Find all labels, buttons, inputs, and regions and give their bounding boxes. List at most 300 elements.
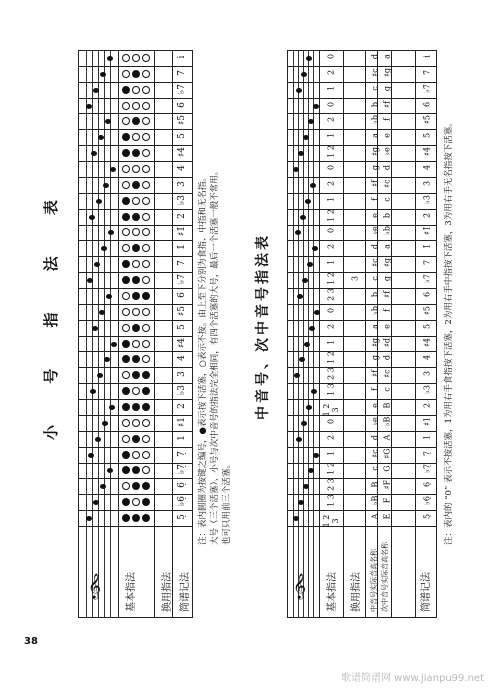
cell-divider (78, 209, 193, 210)
alto-pitch-cell: d (370, 244, 380, 250)
note-head (304, 342, 310, 347)
note-head (314, 310, 320, 315)
cell-divider (78, 494, 193, 495)
jianpu-cell: 5 (422, 323, 432, 329)
jianpu-cell: 7̇ (177, 69, 187, 76)
basic-fingering-cell: 0 (326, 228, 336, 234)
tenor-pitch-cell: ♭e (382, 147, 392, 156)
cell-divider (78, 399, 193, 400)
cell-divider (78, 431, 193, 432)
tenor-pitch-cell: ♯g (382, 258, 392, 268)
jianpu-cell: 7̣ (422, 450, 432, 456)
jianpu-cell: 1̇ (177, 244, 187, 251)
jianpu-cell: ♯4 (177, 337, 187, 348)
note-head (89, 215, 95, 220)
cell-divider (287, 415, 437, 416)
cell-divider (78, 145, 193, 146)
tenor-pitch-cell: F (382, 497, 392, 504)
basic-fingering-cell: 1 3 (326, 383, 336, 396)
tenor-pitch-cell: a (382, 54, 392, 59)
alto-pitch-cell: b (370, 101, 380, 107)
basic-fingering-cell: 1 2 (326, 462, 336, 476)
valve-open-icon (142, 181, 150, 189)
cell-divider (78, 383, 193, 384)
cell-divider (78, 98, 193, 99)
alto-pitch-cell: c (370, 85, 380, 91)
jianpu-cell: ♭3 (422, 385, 432, 395)
jianpu-cell: ♭7̣ (422, 464, 432, 474)
row-divider (172, 50, 173, 618)
valve-pressed-icon (132, 324, 140, 332)
note-head (299, 357, 305, 362)
cell-divider (287, 66, 437, 67)
valve-open-icon (122, 117, 130, 125)
table-border (78, 50, 79, 618)
cell-divider (78, 272, 193, 273)
jianpu-cell: ♭7̣ (177, 464, 187, 475)
alto-pitch-cell: f (370, 388, 380, 392)
jianpu-cell: 2 (422, 402, 432, 409)
tenor-pitch-cell: A (382, 434, 392, 441)
tenor-pitch-cell: ♯g (382, 67, 392, 77)
row-label-basic-fingering: 基本指法 (327, 572, 338, 612)
alto-pitch-cell: ♯c (370, 68, 380, 77)
valve-pressed-icon (122, 149, 130, 157)
valve-open-icon (122, 419, 130, 427)
row-divider (415, 50, 416, 618)
basic-fingering-cell: 1 2 3 (322, 403, 340, 417)
valve-open-icon (122, 244, 130, 252)
tenor-pitch-cell: G (382, 465, 392, 473)
valve-open-icon (142, 466, 150, 474)
cell-divider (78, 240, 193, 241)
cell-divider (78, 415, 193, 416)
alto-pitch-cell: e (370, 403, 380, 408)
basic-fingering-cell: 0 (326, 164, 336, 171)
alto-pitch-cell: b (370, 291, 380, 297)
note-head (107, 468, 113, 473)
valve-pressed-icon (132, 403, 140, 411)
alto-pitch-cell: ♭B (370, 495, 380, 506)
cell-divider (78, 510, 193, 511)
cell-divider (287, 351, 437, 352)
valve-pressed-icon (132, 70, 140, 78)
tenor-pitch-cell: a (382, 244, 392, 250)
valve-open-icon (142, 435, 150, 443)
tenor-pitch-cell: ♯f (382, 291, 392, 298)
cell-divider (287, 225, 437, 226)
row-divider (118, 50, 119, 618)
basic-fingering-cell: 1 (326, 196, 336, 202)
note-head (97, 373, 103, 378)
tenor-pitch-cell: e (382, 323, 392, 329)
cell-divider (287, 494, 437, 495)
tenor-pitch-cell: e (382, 133, 392, 139)
note-head (111, 342, 117, 347)
alto-pitch-cell: g (370, 164, 380, 171)
valve-pressed-icon (132, 213, 140, 221)
note-head (108, 230, 114, 235)
valve-pressed-icon (142, 498, 150, 506)
cell-divider (78, 304, 193, 305)
cell-divider (287, 256, 437, 257)
note-head (294, 373, 300, 378)
basic-fingering-cell: 1 (326, 260, 336, 266)
note-head (100, 484, 106, 489)
jianpu-cell: ♭6̣ (177, 496, 187, 507)
valve-pressed-icon (142, 514, 150, 522)
cell-divider (78, 256, 193, 257)
note-head (306, 56, 312, 61)
jianpu-cell: ♯5̇ (422, 115, 432, 125)
row-divider (365, 50, 366, 618)
tenor-pitch-cell: c (382, 387, 392, 392)
note-head (309, 326, 315, 331)
cell-divider (287, 161, 437, 162)
jianpu-cell: 1 (177, 434, 187, 441)
treble-clef-icon: 𝄞 (293, 574, 307, 599)
valve-pressed-icon (142, 371, 150, 379)
cell-divider (287, 240, 437, 241)
note-head (88, 453, 94, 458)
jianpu-cell: 5̇ (177, 133, 187, 140)
valve-pressed-icon (132, 244, 140, 252)
jianpu-cell: 4̇ (177, 165, 187, 171)
jianpu-cell: 6 (422, 291, 432, 297)
valve-open-icon (132, 197, 140, 205)
valve-open-icon (122, 324, 130, 332)
treble-clef-icon: 𝄞 (88, 574, 102, 599)
jianpu-cell: ♭7 (177, 274, 187, 285)
jianpu-cell: 5 (177, 323, 187, 330)
jianpu-cell: 5̣ (422, 514, 432, 520)
basic-fingering-cell: 1 3 (326, 494, 336, 508)
valve-open-icon (132, 498, 140, 506)
valve-open-icon (142, 308, 150, 316)
basic-fingering-cell: 2 3 (326, 367, 336, 381)
jianpu-cell: 3̇ (422, 180, 432, 186)
valve-pressed-icon (122, 86, 130, 94)
tenor-pitch-cell: B (382, 402, 392, 409)
valve-open-icon (132, 419, 140, 427)
valve-open-icon (142, 149, 150, 157)
note-head (96, 199, 102, 204)
tenor-pitch-cell: c (382, 196, 392, 202)
staff-line (298, 50, 299, 618)
jianpu-cell: 3 (422, 371, 432, 377)
jianpu-cell: ♯1 (422, 416, 432, 426)
cell-divider (287, 510, 437, 511)
note-head (313, 453, 319, 458)
basic-fingering-cell: 2 (326, 323, 336, 329)
tenor-pitch-cell: ♯f (382, 100, 392, 108)
cell-divider (78, 478, 193, 479)
jianpu-cell: 6̣ (177, 482, 187, 489)
jianpu-cell: 7 (177, 260, 187, 267)
basic-fingering-cell: 1 2 (326, 145, 336, 158)
valve-pressed-icon (132, 482, 140, 490)
valve-pressed-icon (122, 514, 130, 522)
cell-divider (287, 177, 437, 178)
trumpet-table-footnote-line1: 注：表内圆圈为按键之编号，●表示按下活塞，○表示不按。由上至下分别为食指、中指和无名指。 (198, 173, 208, 545)
valve-open-icon (142, 86, 150, 94)
valve-pressed-icon (132, 466, 140, 474)
cell-divider (287, 209, 437, 210)
basic-fingering-cell: 1 (326, 133, 336, 139)
basic-fingering-cell: 2 3 (326, 288, 336, 301)
note-head (107, 56, 113, 61)
basic-fingering-cell: 2 (326, 434, 336, 440)
valve-open-icon (142, 244, 150, 252)
note-head (301, 421, 307, 426)
jianpu-cell: 2 (177, 403, 187, 409)
jianpu-cell: ♯4 (422, 337, 432, 347)
basic-fingering-cell: 1 (326, 450, 336, 456)
valve-open-icon (142, 70, 150, 78)
valve-open-icon (142, 340, 150, 348)
row-divider (343, 50, 344, 618)
valve-open-icon (142, 54, 150, 62)
cell-divider (287, 288, 437, 289)
tenor-pitch-cell: ♯c (382, 179, 392, 188)
note-head (94, 262, 100, 267)
staff-line (110, 50, 111, 618)
valve-open-icon (132, 86, 140, 94)
cell-divider (287, 272, 437, 273)
alto-pitch-cell: c (370, 466, 380, 472)
valve-pressed-icon (122, 498, 130, 506)
alto-pitch-cell: B (370, 481, 380, 488)
note-head (99, 310, 105, 315)
cell-divider (78, 50, 193, 51)
valve-open-icon (122, 165, 130, 173)
note-head (300, 215, 306, 220)
jianpu-cell: i (422, 55, 432, 58)
note-head (109, 405, 115, 410)
valve-open-icon (132, 54, 140, 62)
note-head (101, 246, 107, 251)
note-head (103, 183, 109, 188)
alto-pitch-cell: a (370, 133, 380, 139)
valve-open-icon (142, 276, 150, 284)
note-head (90, 389, 96, 394)
alto-pitch-cell: ♭e (370, 226, 380, 236)
cell-divider (287, 320, 437, 321)
tenor-pitch-cell: g (382, 85, 392, 91)
note-head (100, 72, 106, 77)
note-head (110, 167, 116, 172)
alto-pitch-cell: ♭b (370, 305, 380, 315)
valve-open-icon (142, 197, 150, 205)
basic-fingering-cell: 2 (326, 180, 336, 186)
row-label-jianpu: 简谱记法 (180, 572, 191, 612)
note-head (312, 246, 318, 251)
cell-divider (287, 304, 437, 305)
alto-pitch-cell: ♯c (370, 258, 380, 267)
basic-fingering-cell: 1 (326, 85, 336, 91)
alto-pitch-cell: d (370, 53, 380, 59)
tenor-pitch-cell: E (382, 513, 392, 520)
tenor-pitch-cell: g (382, 276, 392, 282)
cell-divider (78, 225, 193, 226)
watermark: 歌谱简谱网 www.jianpu99.net (341, 673, 484, 684)
valve-open-icon (142, 133, 150, 141)
valve-pressed-icon (122, 403, 130, 411)
basic-fingering-cell: 2 (326, 244, 336, 250)
cell-divider (78, 113, 193, 114)
valve-pressed-icon (132, 117, 140, 125)
valve-pressed-icon (122, 260, 130, 268)
note-head (301, 72, 307, 77)
jianpu-cell: 7̇ (422, 69, 432, 75)
jianpu-cell: ♭7̇ (177, 83, 187, 94)
alto-pitch-cell: ♯g (370, 337, 380, 347)
tenor-pitch-cell: ♯G (382, 447, 392, 459)
basic-fingering-cell: 0 (326, 101, 336, 107)
valve-open-icon (122, 482, 130, 490)
note-head (293, 167, 299, 172)
cell-divider (287, 447, 437, 448)
valve-open-icon (142, 117, 150, 125)
basic-fingering-cell: 2 3 (326, 478, 336, 492)
cell-divider (287, 82, 437, 83)
basic-fingering-cell: 1 2 (326, 208, 336, 222)
jianpu-cell: ♭7̇ (422, 83, 432, 93)
alto-pitch-cell: d (370, 434, 380, 440)
cell-divider (287, 336, 437, 337)
valve-open-icon (122, 435, 130, 443)
staff-line (104, 50, 105, 618)
valve-open-icon (132, 451, 140, 459)
valve-open-icon (122, 181, 130, 189)
valve-open-icon (132, 228, 140, 236)
valve-pressed-icon (132, 181, 140, 189)
cell-divider (78, 177, 193, 178)
valve-open-icon (132, 133, 140, 141)
cell-divider (287, 383, 437, 384)
valve-pressed-icon (122, 355, 130, 363)
cell-divider (78, 129, 193, 130)
cell-divider (78, 82, 193, 83)
page-number: 38 (24, 636, 38, 647)
valve-open-icon (132, 387, 140, 395)
tenor-pitch-cell: d (382, 164, 392, 171)
cell-divider (287, 526, 437, 527)
tenor-pitch-cell: f (382, 308, 392, 312)
basic-fingering-cell: 1 2 3 (322, 514, 340, 528)
cell-divider (78, 66, 193, 67)
tenor-pitch-cell: ♯c (382, 369, 392, 378)
cell-divider (287, 129, 437, 130)
valve-open-icon (142, 213, 150, 221)
note-head (91, 151, 97, 156)
valve-pressed-icon (142, 403, 150, 411)
cell-divider (78, 447, 193, 448)
valve-open-icon (132, 308, 140, 316)
valve-open-icon (122, 308, 130, 316)
valve-open-icon (142, 355, 150, 363)
valve-open-icon (142, 165, 150, 173)
valve-open-icon (122, 102, 130, 110)
valve-pressed-icon (122, 213, 130, 221)
alto-pitch-cell: ♯f (370, 370, 380, 378)
note-head (93, 88, 99, 93)
jianpu-cell: ♭6̣ (422, 496, 432, 506)
valve-pressed-icon (132, 435, 140, 443)
table-border (78, 617, 193, 618)
jianpu-cell: i (177, 55, 187, 59)
tenor-pitch-cell: f (382, 118, 392, 122)
jianpu-cell: 7 (422, 260, 432, 266)
valve-pressed-icon (122, 197, 130, 205)
jianpu-cell: 1 (422, 434, 432, 440)
cell-divider (78, 288, 193, 289)
jianpu-cell: 3 (177, 371, 187, 378)
staff-line (92, 50, 93, 618)
valve-pressed-icon (132, 514, 140, 522)
cell-divider (78, 193, 193, 194)
row-divider (319, 50, 320, 618)
valve-open-icon (142, 228, 150, 236)
valve-pressed-icon (122, 340, 130, 348)
cell-divider (287, 193, 437, 194)
tenor-pitch-cell: ♭B (382, 416, 392, 427)
valve-open-icon (122, 70, 130, 78)
basic-fingering-cell: 2 (326, 117, 336, 123)
note-head (296, 437, 302, 442)
basic-fingering-cell: 1 (326, 339, 336, 345)
tenor-pitch-cell: d (382, 355, 392, 361)
table-border (192, 50, 193, 618)
basic-fingering-cell: 2 (326, 69, 336, 75)
trumpet-fingering-table (78, 50, 193, 618)
cell-divider (78, 463, 193, 464)
valve-pressed-icon (122, 466, 130, 474)
valve-open-icon (122, 54, 130, 62)
valve-pressed-icon (132, 371, 140, 379)
basic-fingering-cell: 1 2 (326, 351, 336, 365)
cell-divider (287, 399, 437, 400)
valve-open-icon (122, 371, 130, 379)
jianpu-cell: ♭3̇ (177, 194, 187, 205)
alto-pitch-cell: c (370, 276, 380, 281)
cell-divider (287, 98, 437, 99)
note-head (311, 389, 317, 394)
note-head (295, 230, 301, 235)
jianpu-cell: ♯1̇ (177, 226, 187, 237)
valve-pressed-icon (142, 292, 150, 300)
valve-pressed-icon (122, 133, 130, 141)
alto-pitch-cell: g (370, 355, 380, 361)
jianpu-cell: 6̣ (422, 482, 432, 488)
alto-tenor-horn-fingering-table (287, 50, 437, 618)
note-head (102, 421, 108, 426)
row-label-basic-fingering: 基本指法 (126, 572, 137, 612)
note-head (95, 437, 101, 442)
cell-divider (287, 113, 437, 114)
row-label-alto-pitch: 中音号实际音高名称 (370, 549, 378, 612)
alto-pitch-cell: ♭e (370, 417, 380, 426)
valve-pressed-icon (132, 355, 140, 363)
valve-open-icon (122, 228, 130, 236)
staff-line (313, 50, 314, 618)
trumpet-table-footnote-line2: 大号（三个活塞）、小号与次中音号的指法完全相同，有四个活塞的大号，最后一个活塞一般不常用。 (210, 166, 220, 545)
row-label-alt-fingering: 换用指法 (162, 572, 173, 612)
alto-pitch-cell: f (370, 197, 380, 201)
jianpu-cell: 5̇ (422, 133, 432, 139)
jianpu-cell: 2̇ (422, 212, 432, 218)
row-label-tenor-pitch: 次中音号实际音高名称 (381, 542, 389, 612)
